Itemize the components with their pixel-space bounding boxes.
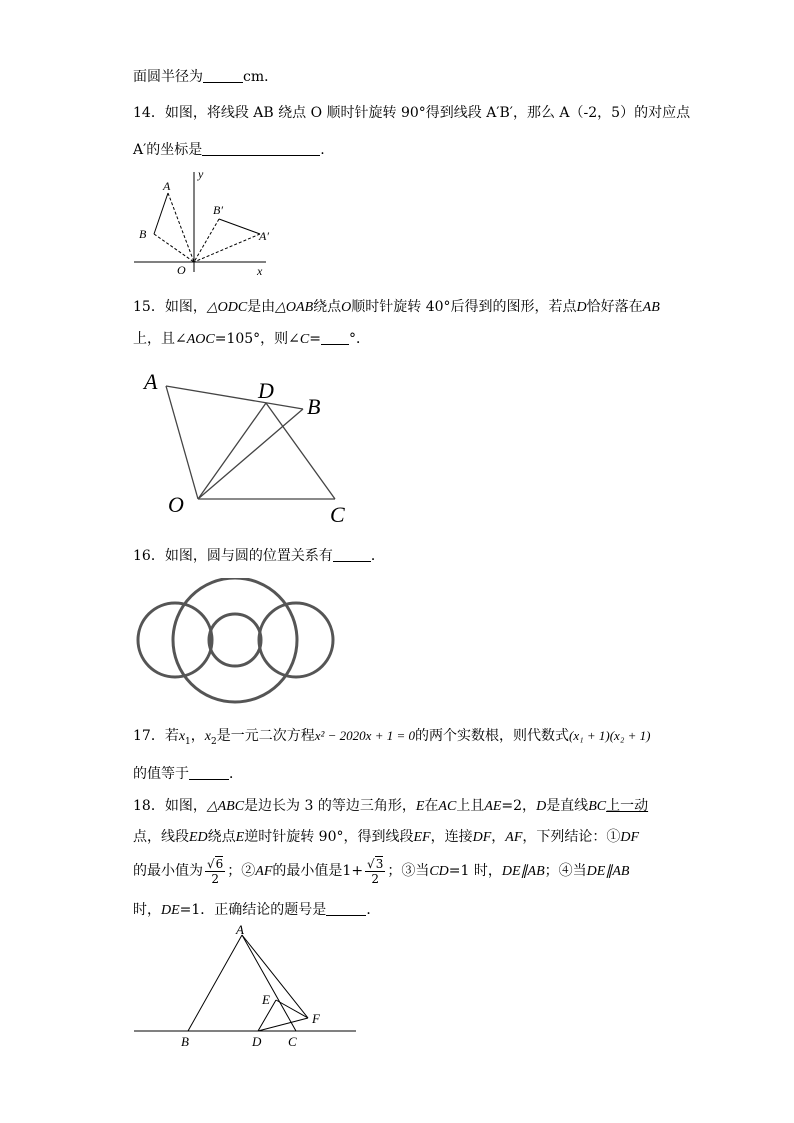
q15-line1: 15．如图，△ODC是由△OAB绕点O顺时针旋转 40°后得到的图形，若点D恰好落在AB xyxy=(133,299,660,315)
label-o: O xyxy=(168,492,184,517)
q14-line1: 14．如图，将线段 AB 绕点 O 顺时针旋转 90°得到线段 A′B′，那么 A（-2，5）的对应点 xyxy=(133,105,691,121)
segment-ef xyxy=(276,1000,308,1018)
segment-apbp xyxy=(219,219,260,234)
answer-blank xyxy=(333,547,371,562)
answer-blank xyxy=(321,330,349,345)
dashed-ob xyxy=(154,234,194,262)
answer-blank xyxy=(202,141,320,156)
segment-od xyxy=(198,403,266,499)
segment-af xyxy=(242,935,308,1018)
label-a: A xyxy=(163,179,171,193)
segment-oa xyxy=(166,386,198,499)
q17-line2: 的值等于 ． xyxy=(133,766,243,782)
segment-ab xyxy=(166,386,303,409)
q16-line: 16．如图，圆与圆的位置关系有 ． xyxy=(133,548,385,564)
q18-line2: 点，线段ED绕点E逆时针旋转 90°，得到线段EF，连接DF，AF，下列结论：①DF xyxy=(133,829,640,845)
segment-ob xyxy=(198,409,303,499)
equation: x² − 2020x + 1 = 0 xyxy=(314,728,415,743)
q18-line4: 时，DE=1．正确结论的题号是 ． xyxy=(133,902,381,918)
label-c: C xyxy=(288,1034,297,1049)
q15-figure xyxy=(140,362,370,527)
q15-line2: 上，且∠AOC=105°，则∠C= °． xyxy=(133,331,370,347)
q18-figure xyxy=(130,922,365,1052)
label-y: y xyxy=(198,167,204,181)
label-b: B xyxy=(181,1034,189,1049)
segment-df xyxy=(258,1018,308,1031)
dashed-obp xyxy=(194,219,219,262)
answer-blank xyxy=(326,901,366,916)
label-x: x xyxy=(257,264,263,278)
fraction-sqrt3-over-2: $\frac{√3}{2}$ xyxy=(367,856,384,886)
dashed-oap xyxy=(194,234,260,262)
expression: (x₁ + 1)(x₂ + 1) xyxy=(569,728,651,743)
label-c: C xyxy=(330,502,345,527)
label-ap: A′ xyxy=(259,229,269,243)
q13-line: 面圆半径为 cm． xyxy=(133,69,279,85)
label-o: O xyxy=(177,263,186,277)
dashed-oa xyxy=(168,193,194,262)
q17-line1: 17．若$x_1$，$x_2$是一元二次方程x² − 2020x + 1 = 0的两个实数根，则代数式(x₁ + 1)(x₂ + 1) xyxy=(133,728,651,747)
q14-line2: A′的坐标是 . xyxy=(133,142,325,158)
label-d: D xyxy=(258,378,274,403)
segment-ac xyxy=(242,935,296,1031)
q18-line3: 的最小值为 $\frac{√6}{2}$ ；②AF的最小值是1+ $\frac{√3}{2}$ ；③当CD=1 时，DE∥AB；④当DE∥AB xyxy=(133,856,630,886)
q16-figure xyxy=(132,578,342,708)
label-a: A xyxy=(236,922,244,937)
q18-line1: 18．如图，△ABC是边长为 3 的等边三角形，E在AC上且AE=2，D是直线BC上一动 xyxy=(133,798,649,814)
inner-circle xyxy=(209,614,261,666)
segment-ab xyxy=(188,935,242,1031)
left-circle xyxy=(138,603,212,677)
q14-figure xyxy=(130,166,280,278)
label-e: E xyxy=(262,992,270,1007)
fraction-sqrt6-over-2: $\frac{√6}{2}$ xyxy=(207,856,224,886)
segment-ab xyxy=(154,193,168,234)
label-bp: B′ xyxy=(213,203,223,217)
answer-blank xyxy=(203,68,243,83)
label-b: B xyxy=(307,394,321,419)
answer-blank xyxy=(189,765,229,780)
label-d: D xyxy=(252,1034,262,1049)
segment-dc xyxy=(266,403,335,499)
label-b: B xyxy=(139,227,147,241)
large-circle xyxy=(173,578,297,702)
label-f: F xyxy=(312,1011,320,1026)
label-a: A xyxy=(144,369,158,394)
